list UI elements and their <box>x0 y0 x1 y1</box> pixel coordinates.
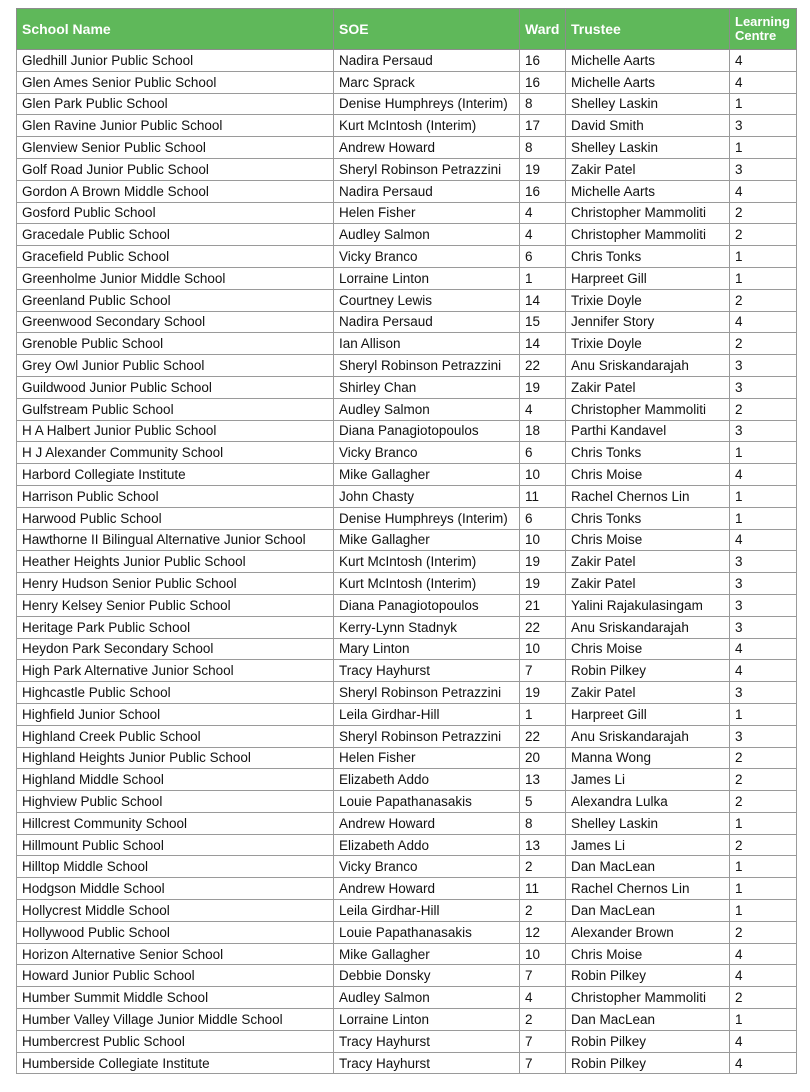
trustee-cell: Shelley Laskin <box>566 812 730 834</box>
school-name-cell: Hilltop Middle School <box>17 856 334 878</box>
trustee-cell: James Li <box>566 834 730 856</box>
school-name-cell: Humbercrest Public School <box>17 1030 334 1052</box>
learning-centre-cell: 3 <box>730 551 797 573</box>
soe-cell: Sheryl Robinson Petrazzini <box>334 158 520 180</box>
school-name-cell: Glen Ames Senior Public School <box>17 71 334 93</box>
soe-cell: Ian Allison <box>334 333 520 355</box>
ward-cell: 22 <box>520 725 566 747</box>
ward-cell: 16 <box>520 71 566 93</box>
school-name-cell: Gledhill Junior Public School <box>17 50 334 72</box>
ward-cell: 12 <box>520 921 566 943</box>
soe-cell: Mike Gallagher <box>334 464 520 486</box>
table-row <box>17 747 797 769</box>
school-name-cell: Henry Hudson Senior Public School <box>17 573 334 595</box>
ward-cell: 5 <box>520 791 566 813</box>
soe-cell: Mike Gallagher <box>334 529 520 551</box>
table-row <box>17 900 797 922</box>
table-row <box>17 573 797 595</box>
learning-centre-cell: 4 <box>730 965 797 987</box>
soe-cell: Mary Linton <box>334 638 520 660</box>
trustee-cell: Robin Pilkey <box>566 1052 730 1074</box>
soe-cell: Denise Humphreys (Interim) <box>334 507 520 529</box>
soe-cell: Shirley Chan <box>334 376 520 398</box>
soe-cell: Sheryl Robinson Petrazzini <box>334 682 520 704</box>
soe-cell: Kurt McIntosh (Interim) <box>334 573 520 595</box>
ward-cell: 11 <box>520 878 566 900</box>
table-row <box>17 485 797 507</box>
table-row <box>17 246 797 268</box>
school-name-cell: Humber Valley Village Junior Middle School <box>17 1009 334 1031</box>
table-row <box>17 376 797 398</box>
trustee-cell: Zakir Patel <box>566 376 730 398</box>
table-row <box>17 289 797 311</box>
soe-cell: Leila Girdhar-Hill <box>334 703 520 725</box>
ward-cell: 19 <box>520 573 566 595</box>
ward-cell: 17 <box>520 115 566 137</box>
soe-cell: Nadira Persaud <box>334 180 520 202</box>
learning-centre-cell: 2 <box>730 398 797 420</box>
soe-cell: Vicky Branco <box>334 442 520 464</box>
table-row <box>17 769 797 791</box>
trustee-cell: Rachel Chernos Lin <box>566 878 730 900</box>
trustee-cell: Shelley Laskin <box>566 137 730 159</box>
table-row <box>17 180 797 202</box>
ward-cell: 19 <box>520 158 566 180</box>
ward-cell: 10 <box>520 529 566 551</box>
trustee-cell: Trixie Doyle <box>566 289 730 311</box>
soe-cell: Kurt McIntosh (Interim) <box>334 115 520 137</box>
learning-centre-cell: 1 <box>730 1009 797 1031</box>
soe-cell: Audley Salmon <box>334 398 520 420</box>
trustee-cell: Anu Sriskandarajah <box>566 616 730 638</box>
school-name-cell: H J Alexander Community School <box>17 442 334 464</box>
learning-centre-cell: 3 <box>730 355 797 377</box>
learning-centre-cell: 2 <box>730 987 797 1009</box>
ward-cell: 8 <box>520 812 566 834</box>
school-name-cell: Hollywood Public School <box>17 921 334 943</box>
table-row <box>17 267 797 289</box>
trustee-cell: Chris Moise <box>566 464 730 486</box>
ward-cell: 20 <box>520 747 566 769</box>
soe-cell: Andrew Howard <box>334 812 520 834</box>
table-row <box>17 158 797 180</box>
soe-cell: Nadira Persaud <box>334 311 520 333</box>
table-row <box>17 1052 797 1074</box>
ward-cell: 6 <box>520 507 566 529</box>
table-row <box>17 442 797 464</box>
learning-centre-cell: 3 <box>730 594 797 616</box>
soe-cell: Debbie Donsky <box>334 965 520 987</box>
learning-centre-cell: 2 <box>730 921 797 943</box>
learning-centre-cell: 1 <box>730 267 797 289</box>
column-header-learning-centre: Learning Centre <box>730 9 797 50</box>
soe-cell: Vicky Branco <box>334 246 520 268</box>
trustee-cell: Zakir Patel <box>566 682 730 704</box>
ward-cell: 10 <box>520 638 566 660</box>
trustee-cell: Anu Sriskandarajah <box>566 355 730 377</box>
learning-centre-cell: 4 <box>730 311 797 333</box>
trustee-cell: Dan MacLean <box>566 1009 730 1031</box>
ward-cell: 6 <box>520 246 566 268</box>
trustee-cell: Rachel Chernos Lin <box>566 485 730 507</box>
ward-cell: 2 <box>520 900 566 922</box>
trustee-cell: Chris Tonks <box>566 246 730 268</box>
school-name-cell: Hillcrest Community School <box>17 812 334 834</box>
trustee-cell: James Li <box>566 769 730 791</box>
soe-cell: Andrew Howard <box>334 137 520 159</box>
school-directory <box>16 8 797 1074</box>
column-header-soe: SOE <box>334 9 520 50</box>
school-name-cell: Humber Summit Middle School <box>17 987 334 1009</box>
table-row <box>17 224 797 246</box>
trustee-cell: David Smith <box>566 115 730 137</box>
learning-centre-cell: 4 <box>730 50 797 72</box>
ward-cell: 13 <box>520 834 566 856</box>
column-header-ward: Ward <box>520 9 566 50</box>
soe-cell: Louie Papathanasakis <box>334 921 520 943</box>
ward-cell: 8 <box>520 93 566 115</box>
learning-centre-cell: 4 <box>730 529 797 551</box>
school-name-cell: Gracefield Public School <box>17 246 334 268</box>
trustee-cell: Zakir Patel <box>566 551 730 573</box>
school-name-cell: Glenview Senior Public School <box>17 137 334 159</box>
trustee-cell: Parthi Kandavel <box>566 420 730 442</box>
soe-cell: Tracy Hayhurst <box>334 1052 520 1074</box>
table-row <box>17 638 797 660</box>
soe-cell: Louie Papathanasakis <box>334 791 520 813</box>
trustee-cell: Chris Tonks <box>566 507 730 529</box>
school-name-cell: Harwood Public School <box>17 507 334 529</box>
school-name-cell: Heydon Park Secondary School <box>17 638 334 660</box>
table-row <box>17 115 797 137</box>
ward-cell: 4 <box>520 202 566 224</box>
learning-centre-cell: 3 <box>730 725 797 747</box>
soe-cell: Sheryl Robinson Petrazzini <box>334 355 520 377</box>
ward-cell: 8 <box>520 137 566 159</box>
trustee-cell: Chris Moise <box>566 529 730 551</box>
learning-centre-cell: 3 <box>730 616 797 638</box>
learning-centre-cell: 1 <box>730 93 797 115</box>
trustee-cell: Michelle Aarts <box>566 50 730 72</box>
learning-centre-cell: 4 <box>730 71 797 93</box>
learning-centre-cell: 2 <box>730 224 797 246</box>
learning-centre-cell: 1 <box>730 878 797 900</box>
soe-cell: Diana Panagiotopoulos <box>334 420 520 442</box>
school-name-cell: H A Halbert Junior Public School <box>17 420 334 442</box>
learning-centre-cell: 3 <box>730 115 797 137</box>
soe-cell: Audley Salmon <box>334 987 520 1009</box>
table-row <box>17 137 797 159</box>
soe-cell: Elizabeth Addo <box>334 834 520 856</box>
learning-centre-cell: 4 <box>730 1030 797 1052</box>
table-row <box>17 616 797 638</box>
ward-cell: 1 <box>520 703 566 725</box>
table-row <box>17 594 797 616</box>
soe-cell: Lorraine Linton <box>334 267 520 289</box>
learning-centre-cell: 3 <box>730 158 797 180</box>
trustee-cell: Michelle Aarts <box>566 71 730 93</box>
ward-cell: 16 <box>520 50 566 72</box>
column-header-trustee: Trustee <box>566 9 730 50</box>
learning-centre-cell: 4 <box>730 660 797 682</box>
soe-cell: Mike Gallagher <box>334 943 520 965</box>
ward-cell: 21 <box>520 594 566 616</box>
trustee-cell: Manna Wong <box>566 747 730 769</box>
trustee-cell: Alexandra Lulka <box>566 791 730 813</box>
ward-cell: 1 <box>520 267 566 289</box>
soe-cell: Marc Sprack <box>334 71 520 93</box>
ward-cell: 11 <box>520 485 566 507</box>
trustee-cell: Dan MacLean <box>566 900 730 922</box>
school-name-cell: Highland Creek Public School <box>17 725 334 747</box>
trustee-cell: Robin Pilkey <box>566 1030 730 1052</box>
ward-cell: 19 <box>520 682 566 704</box>
soe-cell: Sheryl Robinson Petrazzini <box>334 725 520 747</box>
trustee-cell: Trixie Doyle <box>566 333 730 355</box>
learning-centre-cell: 1 <box>730 507 797 529</box>
table-row <box>17 420 797 442</box>
learning-centre-cell: 1 <box>730 856 797 878</box>
trustee-cell: Anu Sriskandarajah <box>566 725 730 747</box>
table-header <box>17 9 797 50</box>
school-name-cell: Gracedale Public School <box>17 224 334 246</box>
soe-cell: Helen Fisher <box>334 202 520 224</box>
learning-centre-cell: 2 <box>730 834 797 856</box>
table-row <box>17 987 797 1009</box>
ward-cell: 22 <box>520 355 566 377</box>
table-row <box>17 878 797 900</box>
learning-centre-cell: 4 <box>730 638 797 660</box>
school-name-cell: Heather Heights Junior Public School <box>17 551 334 573</box>
learning-centre-cell: 2 <box>730 333 797 355</box>
trustee-cell: Christopher Mammoliti <box>566 224 730 246</box>
ward-cell: 7 <box>520 660 566 682</box>
school-name-cell: Grenoble Public School <box>17 333 334 355</box>
ward-cell: 10 <box>520 943 566 965</box>
school-name-cell: High Park Alternative Junior School <box>17 660 334 682</box>
soe-cell: Kurt McIntosh (Interim) <box>334 551 520 573</box>
learning-centre-cell: 1 <box>730 246 797 268</box>
trustee-cell: Alexander Brown <box>566 921 730 943</box>
soe-cell: Helen Fisher <box>334 747 520 769</box>
school-name-cell: Gordon A Brown Middle School <box>17 180 334 202</box>
table-row <box>17 834 797 856</box>
table-row <box>17 311 797 333</box>
soe-cell: Denise Humphreys (Interim) <box>334 93 520 115</box>
trustee-cell: Robin Pilkey <box>566 660 730 682</box>
table-row <box>17 529 797 551</box>
ward-cell: 7 <box>520 1052 566 1074</box>
school-name-cell: Greenwood Secondary School <box>17 311 334 333</box>
table-row <box>17 507 797 529</box>
trustee-cell: Zakir Patel <box>566 573 730 595</box>
ward-cell: 19 <box>520 376 566 398</box>
table-row <box>17 333 797 355</box>
school-name-cell: Glen Park Public School <box>17 93 334 115</box>
school-name-cell: Greenholme Junior Middle School <box>17 267 334 289</box>
learning-centre-cell: 3 <box>730 573 797 595</box>
school-name-cell: Highcastle Public School <box>17 682 334 704</box>
table-row <box>17 856 797 878</box>
school-name-cell: Greenland Public School <box>17 289 334 311</box>
trustee-cell: Chris Tonks <box>566 442 730 464</box>
ward-cell: 13 <box>520 769 566 791</box>
school-name-cell: Grey Owl Junior Public School <box>17 355 334 377</box>
school-name-cell: Gulfstream Public School <box>17 398 334 420</box>
trustee-cell: Harpreet Gill <box>566 703 730 725</box>
learning-centre-cell: 4 <box>730 464 797 486</box>
soe-cell: Kerry-Lynn Stadnyk <box>334 616 520 638</box>
trustee-cell: Chris Moise <box>566 638 730 660</box>
school-name-cell: Highview Public School <box>17 791 334 813</box>
table-row <box>17 791 797 813</box>
learning-centre-cell: 3 <box>730 376 797 398</box>
learning-centre-cell: 2 <box>730 769 797 791</box>
soe-cell: Audley Salmon <box>334 224 520 246</box>
ward-cell: 7 <box>520 965 566 987</box>
table-row <box>17 682 797 704</box>
learning-centre-cell: 1 <box>730 442 797 464</box>
trustee-cell: Robin Pilkey <box>566 965 730 987</box>
school-name-cell: Glen Ravine Junior Public School <box>17 115 334 137</box>
table-row <box>17 202 797 224</box>
ward-cell: 4 <box>520 987 566 1009</box>
table-row <box>17 1009 797 1031</box>
soe-cell: Andrew Howard <box>334 878 520 900</box>
school-name-cell: Highfield Junior School <box>17 703 334 725</box>
ward-cell: 15 <box>520 311 566 333</box>
school-table <box>16 8 797 1074</box>
table-row <box>17 398 797 420</box>
ward-cell: 10 <box>520 464 566 486</box>
learning-centre-cell: 2 <box>730 289 797 311</box>
school-name-cell: Howard Junior Public School <box>17 965 334 987</box>
soe-cell: Courtney Lewis <box>334 289 520 311</box>
table-row <box>17 725 797 747</box>
learning-centre-cell: 2 <box>730 791 797 813</box>
table-body <box>17 50 797 1074</box>
school-name-cell: Humberside Collegiate Institute <box>17 1052 334 1074</box>
trustee-cell: Christopher Mammoliti <box>566 398 730 420</box>
learning-centre-cell: 2 <box>730 202 797 224</box>
soe-cell: Elizabeth Addo <box>334 769 520 791</box>
table-row <box>17 703 797 725</box>
soe-cell: Nadira Persaud <box>334 50 520 72</box>
ward-cell: 2 <box>520 1009 566 1031</box>
ward-cell: 14 <box>520 289 566 311</box>
school-name-cell: Hollycrest Middle School <box>17 900 334 922</box>
table-row <box>17 71 797 93</box>
table-row <box>17 93 797 115</box>
trustee-cell: Harpreet Gill <box>566 267 730 289</box>
soe-cell: Leila Girdhar-Hill <box>334 900 520 922</box>
ward-cell: 16 <box>520 180 566 202</box>
trustee-cell: Chris Moise <box>566 943 730 965</box>
learning-centre-cell: 4 <box>730 1052 797 1074</box>
trustee-cell: Christopher Mammoliti <box>566 202 730 224</box>
ward-cell: 7 <box>520 1030 566 1052</box>
learning-centre-cell: 1 <box>730 703 797 725</box>
table-row <box>17 50 797 72</box>
school-name-cell: Hawthorne II Bilingual Alternative Junior School <box>17 529 334 551</box>
learning-centre-cell: 4 <box>730 943 797 965</box>
table-row <box>17 943 797 965</box>
learning-centre-cell: 1 <box>730 900 797 922</box>
school-name-cell: Highland Heights Junior Public School <box>17 747 334 769</box>
soe-cell: Tracy Hayhurst <box>334 1030 520 1052</box>
school-name-cell: Hodgson Middle School <box>17 878 334 900</box>
table-row <box>17 921 797 943</box>
ward-cell: 22 <box>520 616 566 638</box>
learning-centre-cell: 3 <box>730 682 797 704</box>
soe-cell: Vicky Branco <box>334 856 520 878</box>
soe-cell: Diana Panagiotopoulos <box>334 594 520 616</box>
school-name-cell: Heritage Park Public School <box>17 616 334 638</box>
school-name-cell: Guildwood Junior Public School <box>17 376 334 398</box>
trustee-cell: Jennifer Story <box>566 311 730 333</box>
school-name-cell: Golf Road Junior Public School <box>17 158 334 180</box>
column-header-school-name: School Name <box>17 9 334 50</box>
trustee-cell: Michelle Aarts <box>566 180 730 202</box>
ward-cell: 14 <box>520 333 566 355</box>
school-name-cell: Harbord Collegiate Institute <box>17 464 334 486</box>
trustee-cell: Zakir Patel <box>566 158 730 180</box>
school-name-cell: Henry Kelsey Senior Public School <box>17 594 334 616</box>
school-name-cell: Harrison Public School <box>17 485 334 507</box>
school-name-cell: Hillmount Public School <box>17 834 334 856</box>
learning-centre-cell: 1 <box>730 812 797 834</box>
ward-cell: 6 <box>520 442 566 464</box>
ward-cell: 4 <box>520 398 566 420</box>
table-row <box>17 812 797 834</box>
table-row <box>17 965 797 987</box>
school-name-cell: Highland Middle School <box>17 769 334 791</box>
trustee-cell: Christopher Mammoliti <box>566 987 730 1009</box>
table-row <box>17 551 797 573</box>
trustee-cell: Shelley Laskin <box>566 93 730 115</box>
learning-centre-cell: 1 <box>730 137 797 159</box>
soe-cell: John Chasty <box>334 485 520 507</box>
learning-centre-cell: 4 <box>730 180 797 202</box>
soe-cell: Tracy Hayhurst <box>334 660 520 682</box>
ward-cell: 19 <box>520 551 566 573</box>
ward-cell: 18 <box>520 420 566 442</box>
learning-centre-cell: 1 <box>730 485 797 507</box>
table-row <box>17 660 797 682</box>
ward-cell: 2 <box>520 856 566 878</box>
soe-cell: Lorraine Linton <box>334 1009 520 1031</box>
table-row <box>17 464 797 486</box>
school-name-cell: Gosford Public School <box>17 202 334 224</box>
learning-centre-cell: 2 <box>730 747 797 769</box>
trustee-cell: Dan MacLean <box>566 856 730 878</box>
trustee-cell: Yalini Rajakulasingam <box>566 594 730 616</box>
ward-cell: 4 <box>520 224 566 246</box>
table-row <box>17 355 797 377</box>
school-name-cell: Horizon Alternative Senior School <box>17 943 334 965</box>
table-row <box>17 1030 797 1052</box>
learning-centre-cell: 3 <box>730 420 797 442</box>
